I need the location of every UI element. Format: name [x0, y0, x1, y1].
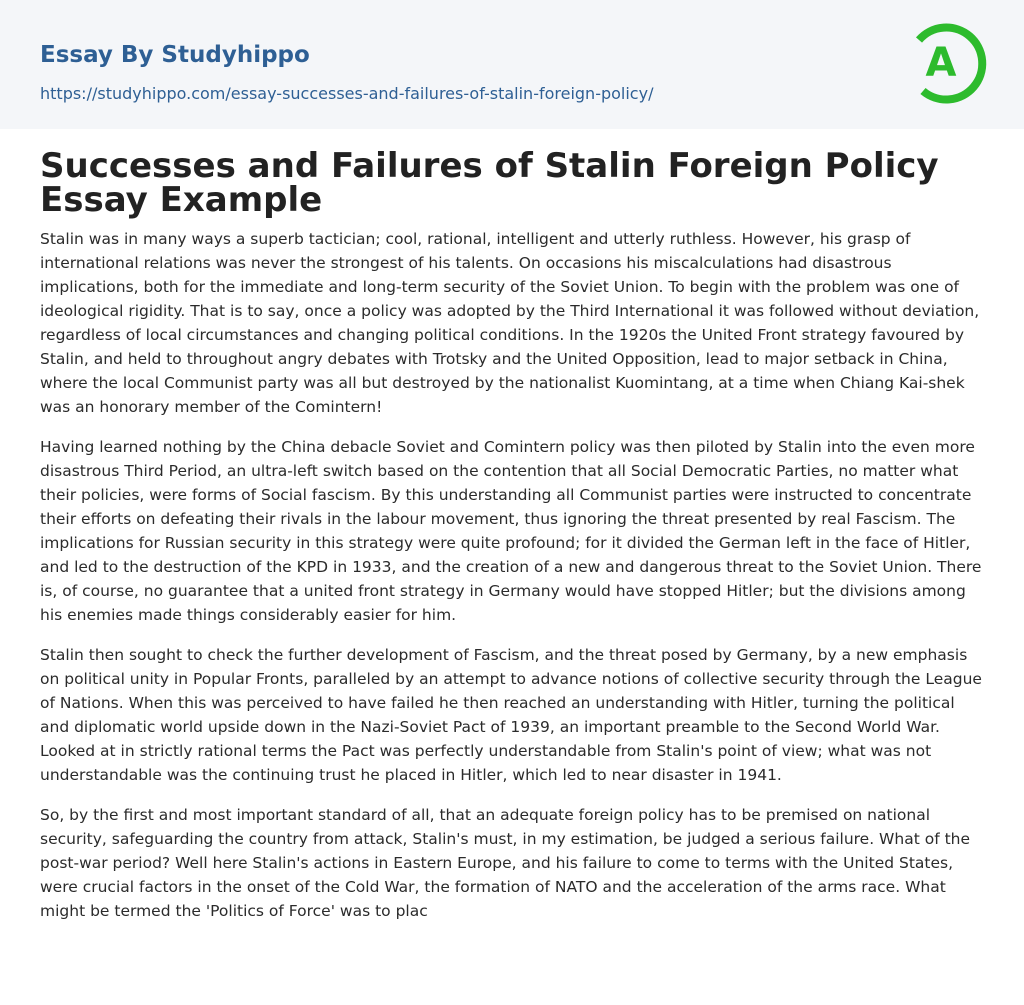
- article-paragraph-1: Stalin was in many ways a superb tactician; cool, rational, intelligent and utterly ruthless. However, his grasp of international relations was never the strongest of his talents. On occasions his miscalculations had disastrous implications, both for the immediate and long-term security of the Soviet Union. To begin with the problem was one of ideological rigidity. That is to say, once a policy was adopted by the Third International it was followed without deviation, regardless of local circumstances and changing political conditions. In the 1920s the United Front strategy favoured by Stalin, and held to throughout angry debates with Trotsky and the United Opposition, lead to major setback in China, where the local Communist party was all but destroyed by the nationalist Kuomintang, at a time when Chiang Kai-shek was an honorary member of the Comintern!: [40, 230, 980, 416]
- article-content: [0, 146, 1024, 923]
- article-title: Successes and Failures of Stalin Foreign Policy Essay Example: [40, 146, 939, 220]
- article-paragraph-4: So, by the first and most important standard of all, that an adequate foreign policy has to be premised on national security, safeguarding the country from attack, Stalin's must, in my estimation, be judged a serious failure. What of the post-war period? Well here Stalin's actions in Eastern Europe, and his failure to come to terms with the United States, were crucial factors in the onset of the Cold War, the formation of NATO and the acceleration of the arms race. What might be termed the 'Politics of Force' was to plac: [40, 806, 971, 920]
- article-url-link[interactable]: https://studyhippo.com/essay-successes-and-failures-of-stalin-foreign-policy/: [40, 84, 654, 103]
- article-paragraph-3: Stalin then sought to check the further development of Fascism, and the threat posed by Germany, by a new emphasis on political unity in Popular Fronts, paralleled by an attempt to advance notions of collective security through the League of Nations. When this was perceived to have failed he then reached an understanding with Hitler, turning the political and diplomatic world upside down in the Nazi-Soviet Pact of 1939, an important preamble to the Second World War. Looked at in strictly rational terms the Pact was perfectly understandable from Stalin's point of view; what was not understandable was the continuing trust he placed in Hitler, which led to near disaster in 1941.: [40, 646, 982, 784]
- studyhippo-logo-icon[interactable]: [910, 18, 988, 106]
- site-brand[interactable]: Essay By Studyhippo: [40, 42, 310, 68]
- site-header: [0, 0, 1024, 129]
- logo-letter: A: [925, 40, 957, 86]
- article-paragraph-2: Having learned nothing by the China debacle Soviet and Comintern policy was then piloted by Stalin into the even more disastrous Third Period, an ultra-left switch based on the contention that all Social Democratic Parties, no matter what their policies, were forms of Social fascism. By this understanding all Communist parties were instructed to concentrate their efforts on defeating their rivals in the labour movement, thus ignoring the threat presented by real Fascism. The implications for Russian security in this strategy were quite profound; for it divided the German left in the face of Hitler, and led to the destruction of the KPD in 1933, and the creation of a new and dangerous threat to the Soviet Union. There is, of course, no guarantee that a united front strategy in Germany would have stopped Hitler; but the divisions among his enemies made things considerably easier for him.: [40, 438, 982, 624]
